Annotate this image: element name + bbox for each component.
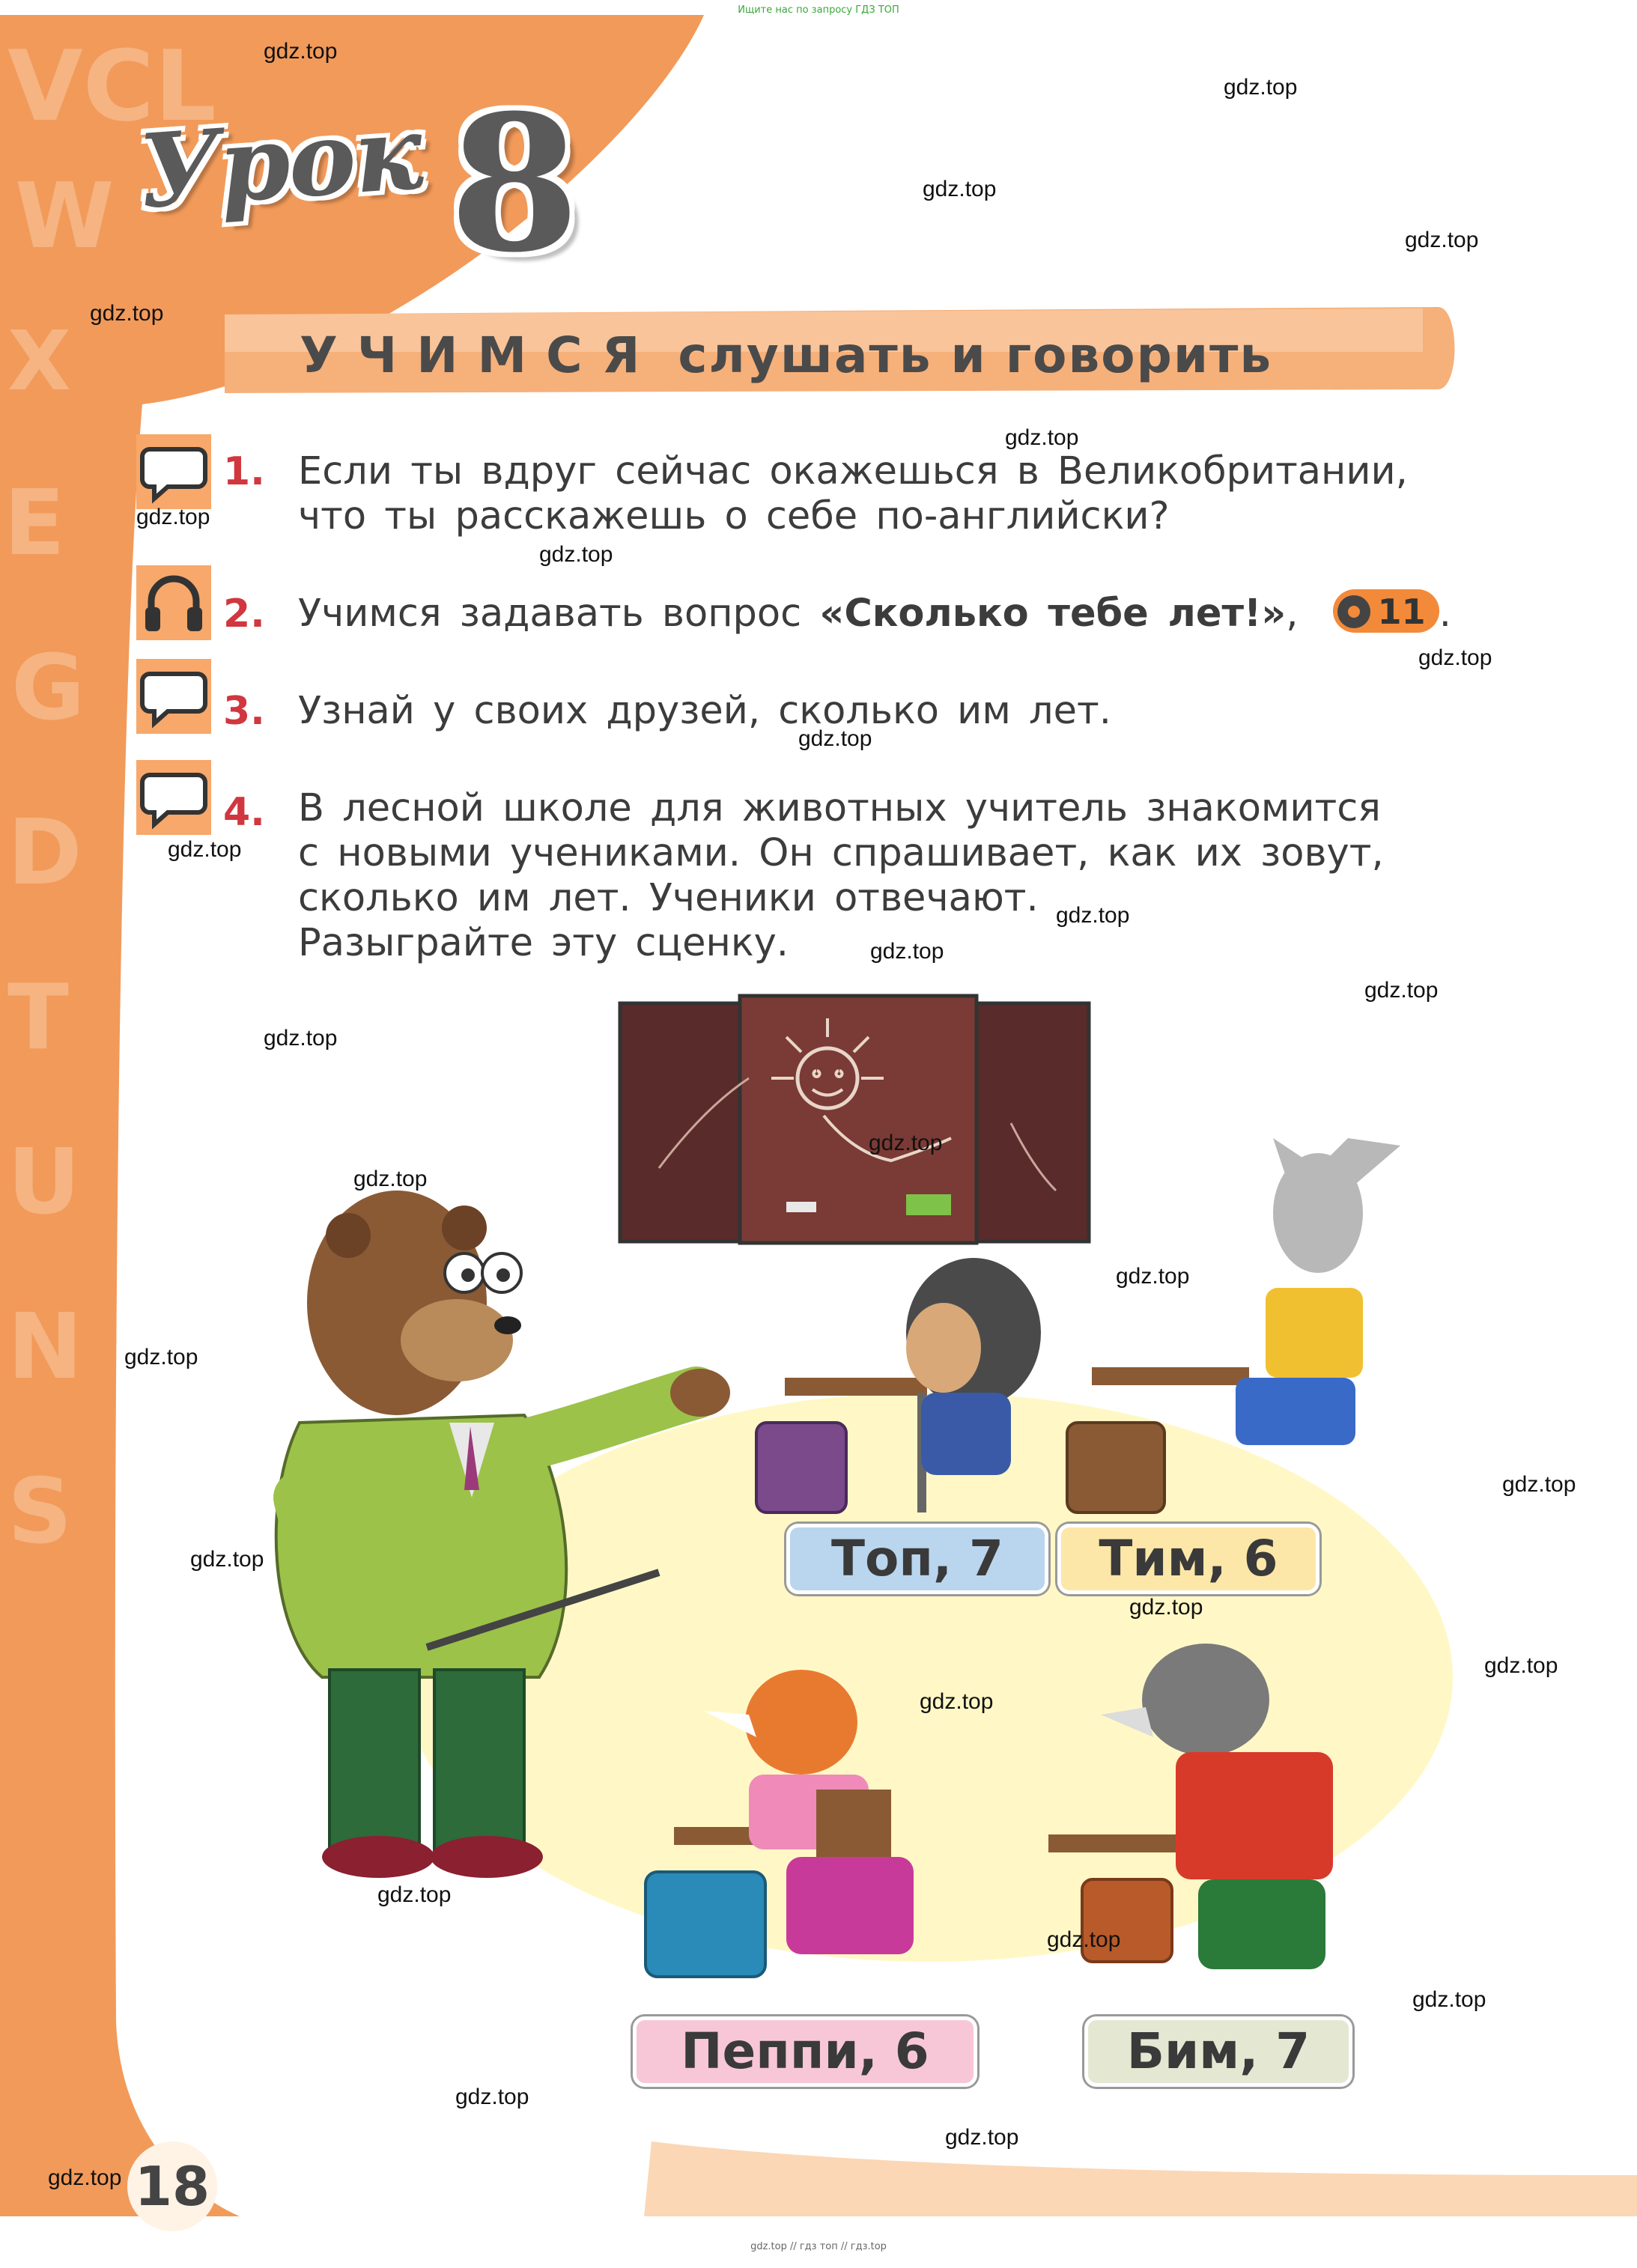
audio-disc-icon xyxy=(1337,595,1370,628)
name-plate-bim: Бим, 7 xyxy=(1084,2016,1352,2087)
speech-bubble-icon xyxy=(136,760,211,835)
watermark-text: gdz.top xyxy=(1116,1264,1190,1289)
svg-text:X: X xyxy=(7,313,71,409)
svg-text:E: E xyxy=(4,472,65,576)
svg-text:U: U xyxy=(7,1131,81,1235)
task-4-line-1: В лесной школе для животных учитель знакомится xyxy=(298,786,1381,830)
watermark-text: gdz.top xyxy=(90,301,164,326)
watermark-text: gdz.top xyxy=(1412,1987,1486,2012)
task-1-line-2: что ты расскажешь о себе по-английски? xyxy=(298,494,1170,538)
task-1-number: 1. xyxy=(223,449,265,494)
header-note: Ищите нас по запросу ГДЗ ТОП xyxy=(738,4,899,16)
task-2-post: , xyxy=(1286,592,1299,636)
task-4-line-4: Разыграйте эту сценку. xyxy=(298,921,789,965)
watermark-text: gdz.top xyxy=(1005,425,1079,450)
watermark-text: gdz.top xyxy=(869,1131,943,1155)
speech-bubble-icon xyxy=(136,659,211,734)
task-4-number: 4. xyxy=(223,790,265,835)
watermark-text: gdz.top xyxy=(1056,903,1130,928)
headphones-icon xyxy=(136,565,211,640)
watermark-text: gdz.top xyxy=(945,2125,1019,2150)
watermark-text: gdz.top xyxy=(1129,1595,1203,1620)
name-plate-peppi: Пеппи, 6 xyxy=(633,2016,977,2087)
task-4-line-3: сколько им лет. Ученики отвечают. xyxy=(298,876,1039,920)
name-plate-top: Топ, 7 xyxy=(786,1524,1048,1594)
section-title xyxy=(300,326,1272,384)
chalkboard xyxy=(620,996,1089,1243)
svg-text:D: D xyxy=(7,801,82,905)
task-3-number: 3. xyxy=(223,689,265,734)
watermark-text: gdz.top xyxy=(1484,1653,1558,1678)
watermark-text: gdz.top xyxy=(190,1547,264,1572)
watermark-text: gdz.top xyxy=(1364,978,1439,1003)
watermark-text: gdz.top xyxy=(920,1689,994,1714)
lesson-number: 8 xyxy=(449,73,580,294)
svg-text:W: W xyxy=(15,165,115,269)
task-1-text xyxy=(298,449,1408,539)
page-number: 18 xyxy=(127,2141,217,2231)
speech-bubble-icon xyxy=(136,434,211,509)
task-3-line-1: Узнай у своих друзей, сколько им лет. xyxy=(298,689,1111,733)
lesson-word: Урок xyxy=(135,92,425,231)
audio-track-number: 11 xyxy=(1377,592,1426,632)
section-title-rest: слушать и говорить xyxy=(678,326,1273,384)
task-1-line-1: Если ты вдруг сейчас окажешься в Великобритании, xyxy=(298,449,1408,493)
watermark-text: gdz.top xyxy=(264,39,338,64)
watermark-text: gdz.top xyxy=(136,505,210,529)
watermark-text: gdz.top xyxy=(539,542,613,567)
watermark-text: gdz.top xyxy=(377,1882,452,1907)
task-2-pre: Учимся задавать вопрос xyxy=(298,592,820,636)
footer-note: gdz.top // гдз топ // гдз.top xyxy=(750,2241,887,2252)
watermark-text: gdz.top xyxy=(1047,1927,1121,1952)
watermark-text: gdz.top xyxy=(798,726,872,751)
watermark-text: gdz.top xyxy=(1405,228,1479,252)
svg-text:N: N xyxy=(7,1295,83,1399)
task-2-end: . xyxy=(1439,592,1451,636)
svg-text:VCL: VCL xyxy=(7,29,216,143)
section-title-caps: УЧИМСЯ xyxy=(300,326,660,384)
watermark-text: gdz.top xyxy=(124,1345,198,1369)
watermark-text: gdz.top xyxy=(48,2165,122,2190)
watermark-text: gdz.top xyxy=(264,1026,338,1051)
watermark-text: gdz.top xyxy=(1502,1472,1576,1497)
audio-track-badge xyxy=(1333,589,1439,633)
watermark-text: gdz.top xyxy=(1418,645,1492,670)
svg-text:T: T xyxy=(7,966,69,1070)
task-4-line-2: с новыми учениками. Он спрашивает, как их зовут, xyxy=(298,831,1384,875)
watermark-text: gdz.top xyxy=(1224,75,1298,100)
watermark-text: gdz.top xyxy=(168,837,242,862)
task-2-number: 2. xyxy=(223,592,265,636)
watermark-text: gdz.top xyxy=(870,939,944,964)
svg-text:S: S xyxy=(7,1460,73,1564)
watermark-text: gdz.top xyxy=(353,1167,428,1191)
name-plate-tim: Тим, 6 xyxy=(1057,1524,1319,1594)
task-4-text xyxy=(298,786,1384,966)
task-2-question: «Сколько тебе лет!» xyxy=(819,592,1287,636)
task-2-text xyxy=(298,592,1451,637)
svg-text:G: G xyxy=(11,636,85,741)
watermark-text: gdz.top xyxy=(455,2085,529,2109)
watermark-text: gdz.top xyxy=(923,177,997,201)
task-3-text xyxy=(298,689,1111,734)
